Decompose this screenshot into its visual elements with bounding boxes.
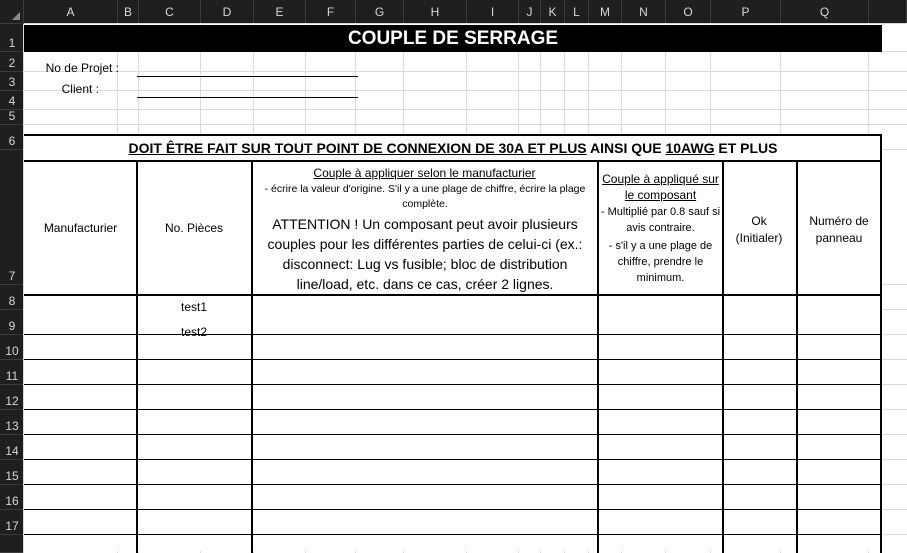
header-couple-title: Couple à appliquer selon le manufacturier xyxy=(313,166,536,180)
column-header-m[interactable]: M xyxy=(589,0,622,24)
row-header-9[interactable]: 9 xyxy=(0,310,24,335)
header-ok: Ok (Initialer) xyxy=(735,214,783,245)
row-header-13[interactable]: 13 xyxy=(0,410,24,435)
row-header-4[interactable]: 4 xyxy=(0,91,24,110)
row-header-1[interactable]: 1 xyxy=(0,24,24,52)
table-row-divider xyxy=(24,484,882,485)
header-couple-note: - écrire la valeur d'origine. S'il y a une plage de chiffre, écrire la plage complète. xyxy=(264,183,586,210)
column-header-f[interactable]: F xyxy=(306,0,356,24)
column-header-j[interactable]: J xyxy=(519,0,541,24)
row-header-12[interactable]: 12 xyxy=(0,385,24,410)
row-header-2[interactable]: 2 xyxy=(0,52,24,72)
banner-part4: ET PLUS xyxy=(714,140,778,156)
table-row-divider xyxy=(24,459,882,460)
column-header-filler xyxy=(869,0,907,24)
column-header-d[interactable]: D xyxy=(201,0,254,24)
table-header-bottom-line xyxy=(24,294,882,296)
row-header-16[interactable]: 16 xyxy=(0,485,24,510)
header-manufacturier: Manufacturier xyxy=(43,221,118,235)
row-header-15[interactable]: 15 xyxy=(0,460,24,485)
column-header-c[interactable]: C xyxy=(139,0,201,24)
select-all-triangle-icon xyxy=(12,12,20,20)
gridline-horizontal xyxy=(24,23,907,24)
gridline-horizontal xyxy=(24,124,907,125)
table-border-right xyxy=(880,134,882,553)
table-row-divider xyxy=(24,434,882,435)
row-header-8[interactable]: 8 xyxy=(0,285,24,310)
select-all-corner[interactable] xyxy=(0,0,24,24)
banner-part2: AINSI QUE xyxy=(586,140,666,156)
header-applique-note2: - s'il y a une plage de chiffre, prendre le minimum. xyxy=(608,240,713,284)
table-row-divider xyxy=(24,409,882,410)
project-underline[interactable] xyxy=(137,76,358,77)
banner-part1: DOIT ÊTRE FAIT SUR TOUT POINT DE CONNEXION DE 30A ET PLUS xyxy=(128,140,587,156)
column-header-e[interactable]: E xyxy=(254,0,306,24)
header-couple-attention: ATTENTION ! Un composant peut avoir plusieurs couples pour les différentes parties de celui-ci (ex.: disconnect: Lug vs fusible; bloc de distribution line/load, etc. dans ce cas, créer 2 lignes. xyxy=(267,216,583,292)
table-column-divider xyxy=(136,160,138,553)
row-header-5[interactable]: 5 xyxy=(0,110,24,125)
row-header-filler xyxy=(0,535,24,553)
row-header-7[interactable]: 7 xyxy=(0,150,24,285)
column-header-p[interactable]: P xyxy=(711,0,781,24)
column-header-q[interactable]: Q xyxy=(781,0,869,24)
gridline-horizontal xyxy=(24,109,907,110)
sheet-title: COUPLE DE SERRAGE xyxy=(24,25,882,52)
client-label: Client : xyxy=(61,82,99,96)
column-header-n[interactable]: N xyxy=(622,0,666,24)
table-row-divider xyxy=(24,384,882,385)
cell-pieces-row8[interactable]: test1 xyxy=(180,300,207,314)
table-header-top-line xyxy=(24,160,882,162)
row-header-6[interactable]: 6 xyxy=(0,125,24,150)
column-header-o[interactable]: O xyxy=(666,0,711,24)
row-header-17[interactable]: 17 xyxy=(0,510,24,535)
gridline-horizontal xyxy=(24,90,907,91)
project-label: No de Projet : xyxy=(45,61,119,75)
row-header-11[interactable]: 11 xyxy=(0,360,24,385)
column-header-b[interactable]: B xyxy=(118,0,139,24)
column-header-k[interactable]: K xyxy=(541,0,565,24)
requirement-banner xyxy=(24,140,882,156)
gridline-horizontal xyxy=(24,71,907,72)
header-applique-note1: - Multiplié par 0.8 sauf si avis contraire. xyxy=(600,206,721,234)
client-underline[interactable] xyxy=(137,97,358,98)
table-row-divider xyxy=(24,534,882,535)
table-column-divider xyxy=(722,160,724,553)
cell-pieces-row9[interactable]: test2 xyxy=(180,325,207,339)
table-row-divider xyxy=(24,359,882,360)
row-header-3[interactable]: 3 xyxy=(0,72,24,91)
column-header-i[interactable]: I xyxy=(467,0,519,24)
column-header-a[interactable]: A xyxy=(24,0,118,24)
banner-part3: 10AWG xyxy=(665,140,715,156)
table-border-top xyxy=(24,134,882,136)
row-header-14[interactable]: 14 xyxy=(0,435,24,460)
header-applique-title: Couple à appliqué sur le composant xyxy=(602,172,719,202)
row-header-10[interactable]: 10 xyxy=(0,335,24,360)
table-column-divider xyxy=(251,160,253,553)
column-header-g[interactable]: G xyxy=(356,0,404,24)
column-header-h[interactable]: H xyxy=(404,0,467,24)
header-panneau: Numéro de panneau xyxy=(809,214,869,245)
column-header-l[interactable]: L xyxy=(565,0,589,24)
header-pieces: No. Pièces xyxy=(164,221,224,235)
table-row-divider xyxy=(24,509,882,510)
